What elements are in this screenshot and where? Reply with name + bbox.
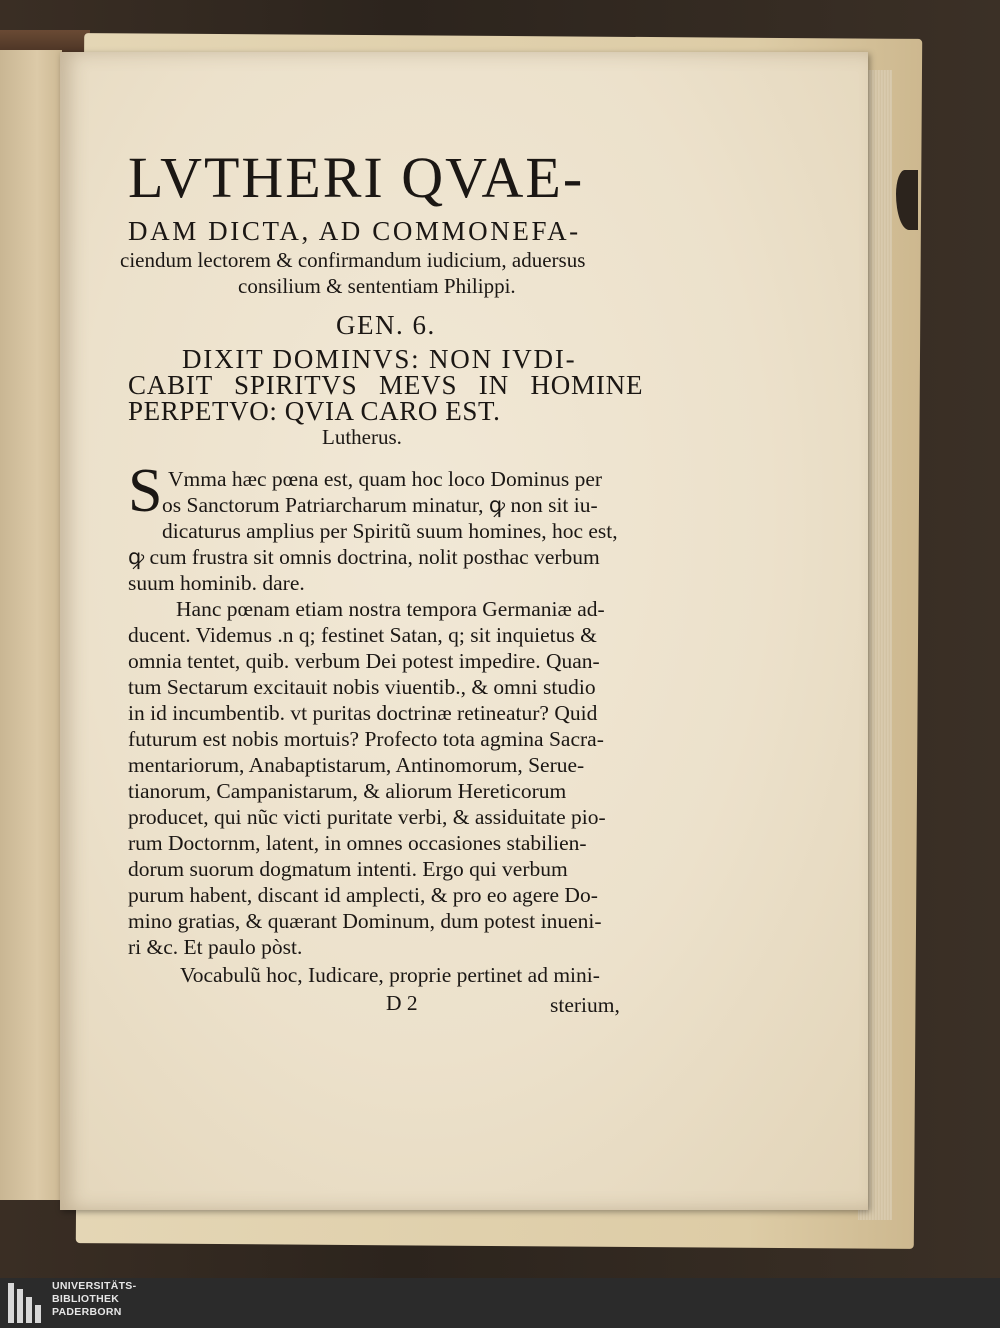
verse-line-3: PERPETVO: QVIA CARO EST. [128, 396, 501, 426]
paragraph-line: mino gratias, & quærant Dominum, dum potest inueni- [128, 909, 602, 933]
paragraph-line: tum Sectarum excitauit nobis viuentib., & omni studio [128, 675, 596, 699]
paragraph-line: mentariorum, Anabaptistarum, Antinomorum, Serue- [128, 753, 585, 777]
title-line-3: ciendum lectorem & confirmandum iudicium, aduersus [120, 248, 586, 272]
title-line-4: consilium & sententiam Philippi. [238, 274, 516, 298]
paragraph-line: omnia tentet, quib. verbum Dei potest impedire. Quan- [128, 649, 600, 673]
verse-line-2: CABIT SPIRITVS MEVS IN HOMINE [128, 370, 644, 400]
logo-line-2: BIBLIOTHEK [52, 1293, 120, 1305]
paragraph-line: Vocabulũ hoc, Iudicare, proprie pertinet ad mini- [180, 963, 600, 987]
title-line-2: DAM DICTA, AD COMMONEFA- [128, 216, 581, 246]
paragraph-line: rum Doctornm, latent, in omnes occasiones stabilien- [128, 831, 587, 855]
title-line-1: LVTHERI QVAE- [128, 145, 585, 210]
paragraph-line: futurum est nobis mortuis? Profecto tota agmina Sacra- [128, 727, 604, 751]
library-logo-text [52, 1280, 136, 1319]
left-page-edge [0, 50, 62, 1200]
paragraph-line: ꝙ cum frustra sit omnis doctrina, nolit posthac verbum [128, 545, 600, 569]
paragraph-line: dorum suorum dogmatum intenti. Ergo qui verbum [128, 857, 568, 881]
paragraph-line: dicaturus amplius per Spiritũ suum homines, hoc est, [162, 519, 618, 543]
bible-reference: GEN. 6. [336, 310, 436, 340]
paragraph-line: purum habent, discant id amplecti, & pro eo agere Do- [128, 883, 598, 907]
drop-cap: S [128, 457, 163, 525]
footer-bar [0, 1278, 1000, 1328]
paragraph-line: os Sanctorum Patriarcharum minatur, ꝙ non sit iu- [162, 493, 598, 517]
verse-line-1: DIXIT DOMINVS: NON IVDI- [182, 344, 577, 374]
signature-mark: D 2 [386, 991, 418, 1015]
paragraph-line: producet, qui nũc victi puritate verbi, & assiduitate pio- [128, 805, 606, 829]
paragraph-line: ducent. Videmus .n q; festinet Satan, q; sit inquietus & [128, 623, 597, 647]
paragraph-line: suum hominib. dare. [128, 571, 305, 595]
paragraph-line: Vmma hæc pœna est, quam hoc loco Dominus per [168, 467, 603, 491]
logo-line-1: UNIVERSITÄTS- [52, 1280, 137, 1292]
logo-line-3: PADERBORN [52, 1306, 122, 1318]
speaker-heading: Lutherus. [322, 425, 402, 449]
paragraph-line: tianorum, Campanistarum, & aliorum Hereticorum [128, 779, 567, 803]
library-logo-icon [8, 1283, 48, 1323]
paragraph-line: in id incumbentib. vt puritas doctrinæ retineatur? Quid [128, 701, 598, 725]
catchword: sterium, [550, 993, 620, 1017]
paragraph-line: ri &c. Et paulo pòst. [128, 935, 303, 959]
paragraph-line: Hanc pœnam etiam nostra tempora Germaniæ ad- [176, 597, 605, 621]
